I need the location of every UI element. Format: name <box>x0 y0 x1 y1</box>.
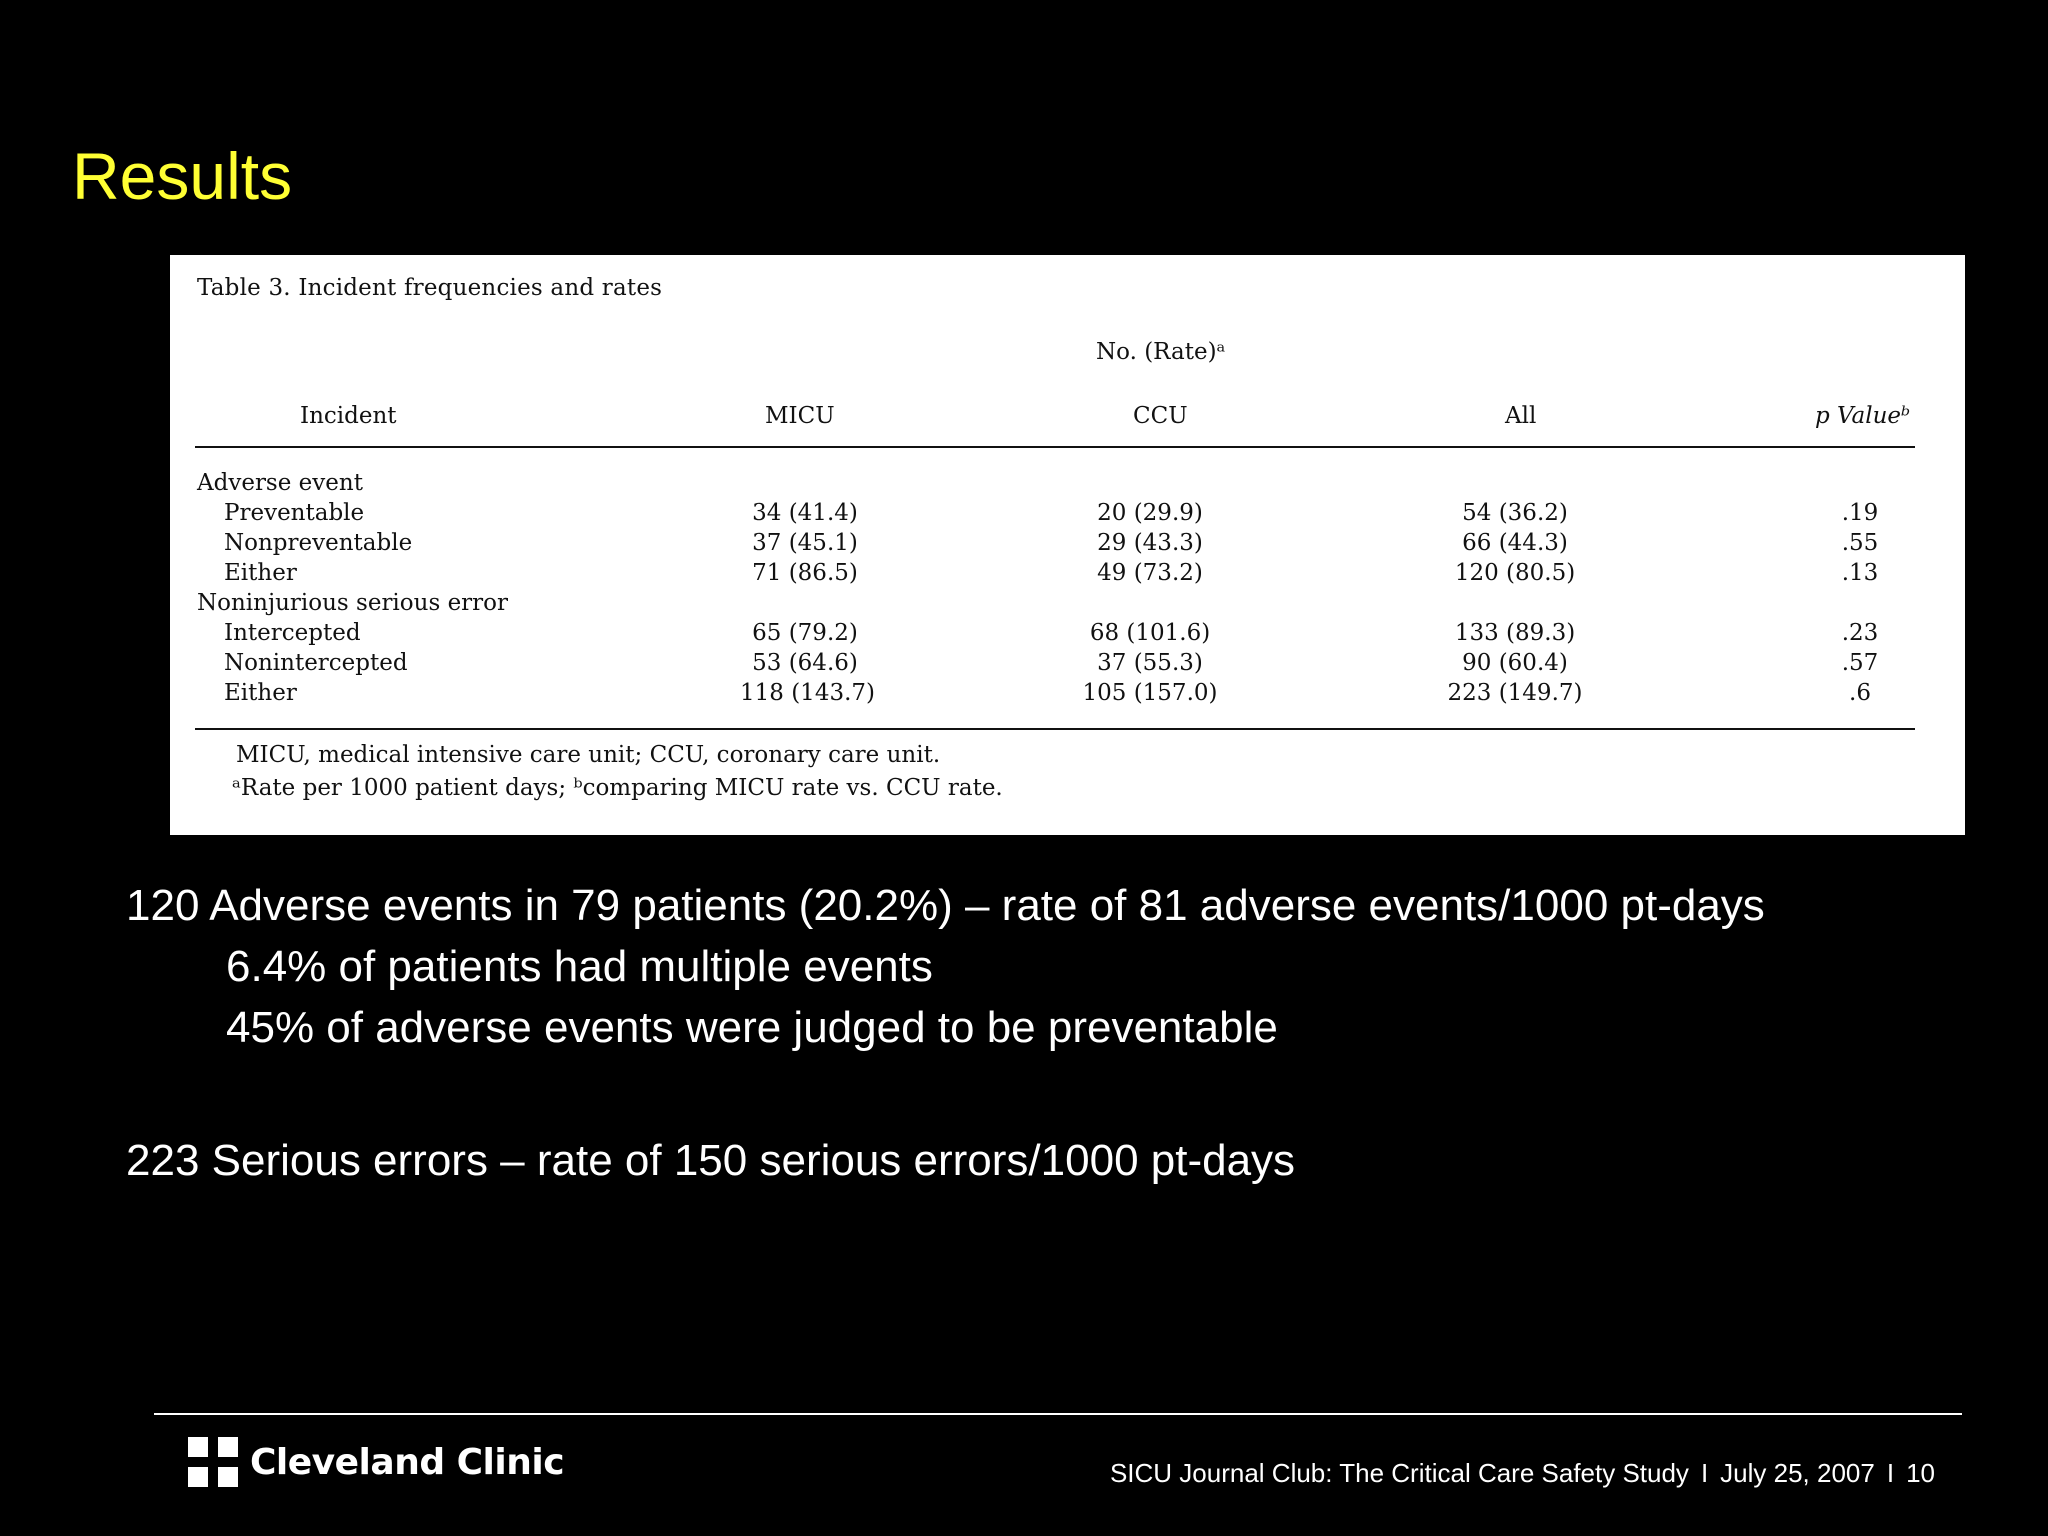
footer-divider <box>154 1413 1962 1415</box>
section-label: Noninjurious serious error <box>197 590 509 616</box>
cell-p-value: .6 <box>1849 680 1871 706</box>
row-label: Preventable <box>224 500 365 526</box>
slide-title: Results <box>72 139 293 213</box>
footer-page-number: 10 <box>1906 1458 1935 1488</box>
table-section-row <box>170 468 1965 498</box>
cell-ccu: 49 (73.2) <box>1097 560 1203 586</box>
cell-all: 223 (149.7) <box>1447 680 1583 706</box>
column-header-micu: MICU <box>765 403 835 429</box>
table-caption: Table 3. Incident frequencies and rates <box>197 275 663 301</box>
table-row <box>170 498 1965 528</box>
cell-micu: 71 (86.5) <box>752 560 858 586</box>
column-header-all: All <box>1505 403 1537 429</box>
cell-all: 133 (89.3) <box>1454 620 1576 646</box>
table-row <box>170 528 1965 558</box>
cell-ccu: 20 (29.9) <box>1097 500 1203 526</box>
table-row <box>170 558 1965 588</box>
footer-separator: I <box>1700 1458 1709 1488</box>
table-section-row <box>170 588 1965 618</box>
footer-info <box>1110 1458 1935 1489</box>
table-footnote: MICU, medical intensive care unit; CCU, coronary care unit. <box>236 742 941 768</box>
table-row <box>170 648 1965 678</box>
result-bullet: 223 Serious errors – rate of 150 serious errors/1000 pt-days <box>126 1136 1296 1185</box>
logo-wordmark: Cleveland Clinic <box>250 1441 565 1483</box>
column-header-ccu: CCU <box>1133 403 1188 429</box>
footer-presentation-title: SICU Journal Club: The Critical Care Safety Study <box>1109 1458 1689 1488</box>
cell-ccu: 29 (43.3) <box>1097 530 1203 556</box>
result-bullet: 120 Adverse events in 79 patients (20.2%) – rate of 81 adverse events/1000 pt-days <box>126 881 1765 930</box>
cleveland-clinic-logo <box>188 1436 564 1488</box>
column-header-incident: Incident <box>300 403 397 429</box>
cell-all: 120 (80.5) <box>1454 560 1576 586</box>
cell-ccu: 105 (157.0) <box>1082 680 1218 706</box>
cell-micu: 65 (79.2) <box>752 620 858 646</box>
row-label: Either <box>224 680 297 706</box>
cell-p-value: .19 <box>1841 500 1879 526</box>
section-label: Adverse event <box>197 470 363 496</box>
cell-p-value: .13 <box>1841 560 1879 586</box>
cell-p-value: .23 <box>1841 620 1879 646</box>
table-group-header: No. (Rate)ᵃ <box>1096 339 1226 365</box>
cell-all: 54 (36.2) <box>1462 500 1568 526</box>
results-table-image <box>170 255 1965 835</box>
row-label: Either <box>224 560 297 586</box>
row-label: Nonintercepted <box>224 650 408 676</box>
footer-separator: I <box>1886 1458 1895 1488</box>
row-label: Nonpreventable <box>224 530 413 556</box>
cleveland-clinic-cross-icon <box>188 1437 238 1487</box>
cell-micu: 34 (41.4) <box>752 500 858 526</box>
cell-ccu: 37 (55.3) <box>1097 650 1203 676</box>
result-sub-bullet: 45% of adverse events were judged to be preventable <box>226 1003 1278 1052</box>
row-label: Intercepted <box>224 620 361 646</box>
cell-p-value: .57 <box>1841 650 1879 676</box>
table-footnote: ᵃRate per 1000 patient days; ᵇcomparing MICU rate vs. CCU rate. <box>232 775 1003 801</box>
cell-micu: 53 (64.6) <box>752 650 858 676</box>
cell-all: 66 (44.3) <box>1462 530 1568 556</box>
table-row <box>170 678 1965 708</box>
cell-ccu: 68 (101.6) <box>1089 620 1211 646</box>
result-sub-bullet: 6.4% of patients had multiple events <box>226 942 933 991</box>
cell-all: 90 (60.4) <box>1462 650 1568 676</box>
cell-micu: 118 (143.7) <box>740 680 876 706</box>
footer-date: July 25, 2007 <box>1720 1458 1875 1488</box>
table-row <box>170 618 1965 648</box>
cell-p-value: .55 <box>1841 530 1879 556</box>
column-header-p-value: p Valueᵇ <box>1815 403 1911 429</box>
table-footer-rule <box>195 728 1915 730</box>
cell-micu: 37 (45.1) <box>752 530 858 556</box>
table-header-rule <box>195 446 1915 448</box>
